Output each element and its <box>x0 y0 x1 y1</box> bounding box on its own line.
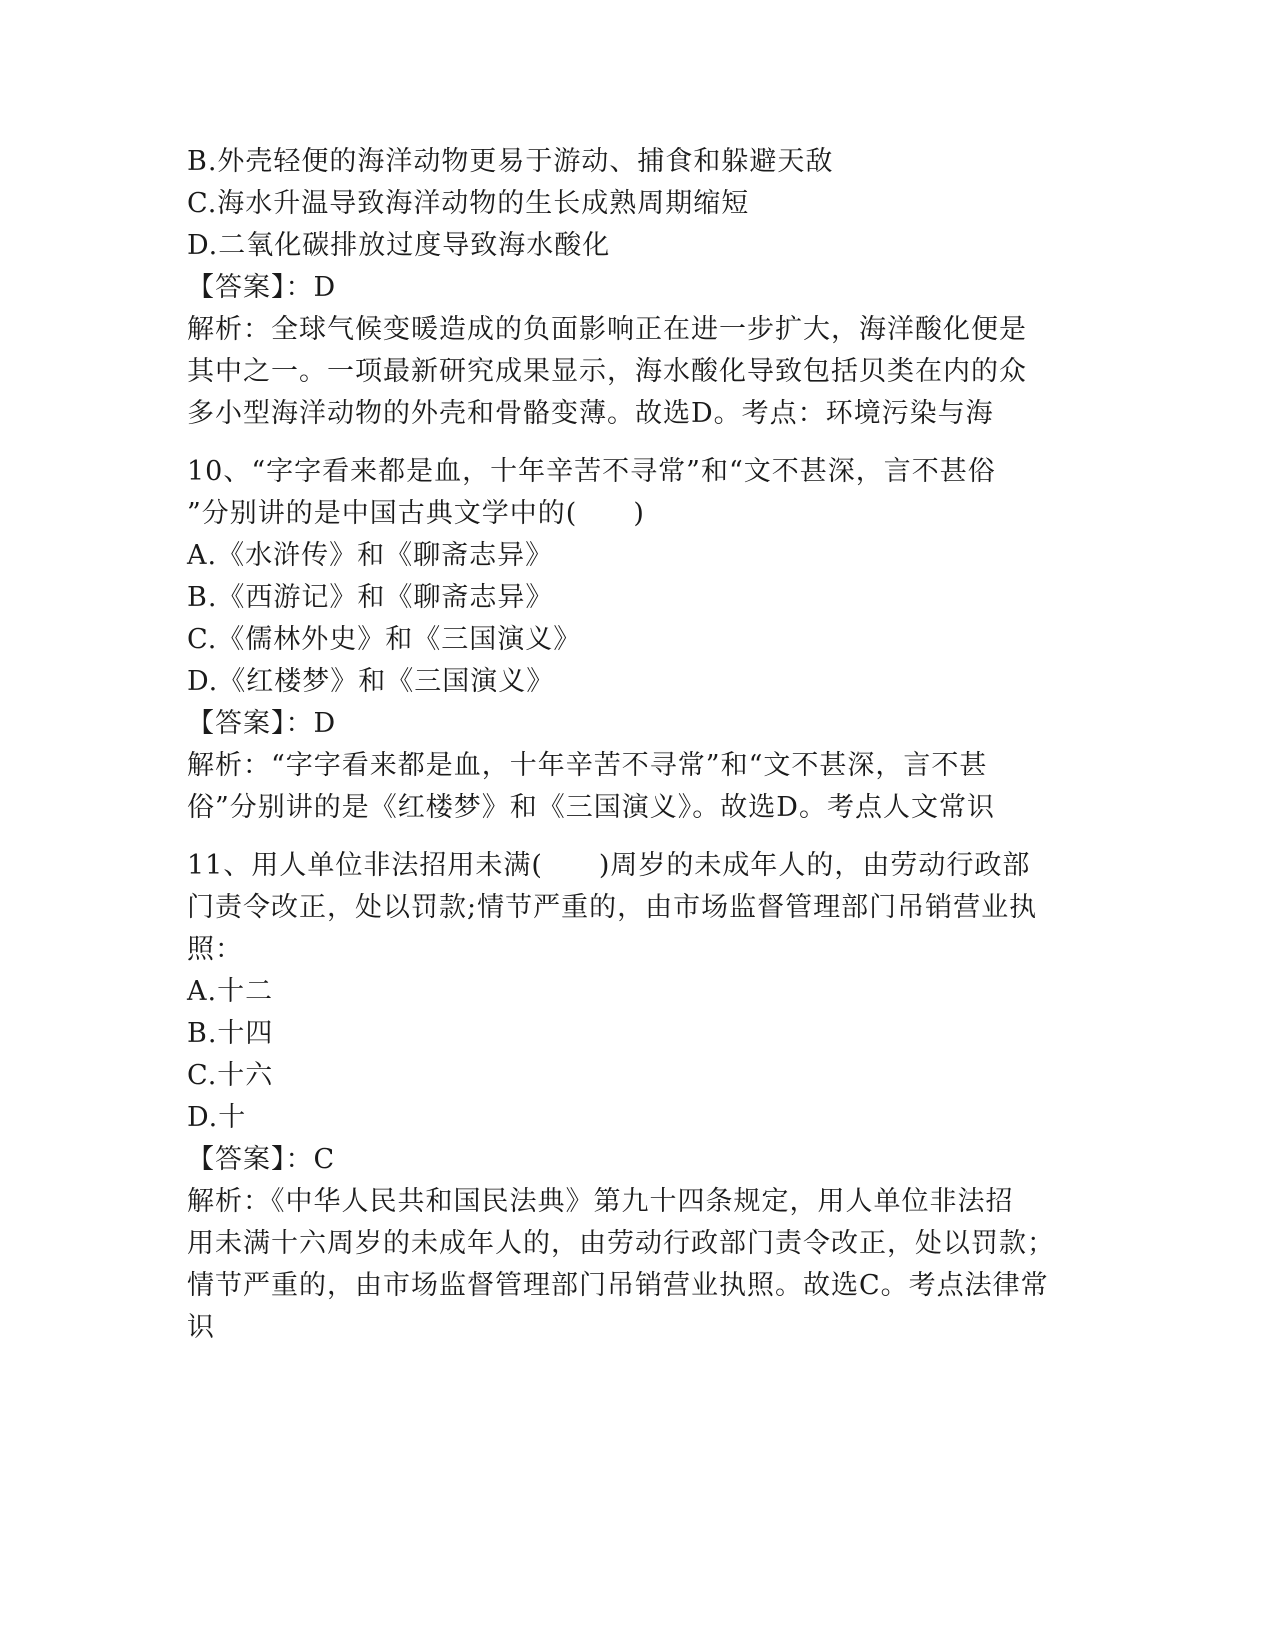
option-c-q10: C.《儒林外史》和《三国演义》 <box>187 624 582 655</box>
answer-q9: 【答案】：D <box>187 272 337 303</box>
option-b-q11: B.十四 <box>187 1018 274 1049</box>
question-10-line-2: ”分别讲的是中国古典文学中的( ) <box>187 498 645 529</box>
analysis-q9-line-1: 解析：全球气候变暖造成的负面影响正在进一步扩大，海洋酸化便是 <box>187 314 1027 345</box>
analysis-q11-line-2: 用未满十六周岁的未成年人的，由劳动行政部门责令改正，处以罚款； <box>187 1228 1055 1259</box>
option-b-q9: B.外壳轻便的海洋动物更易于游动、捕食和躲避天敌 <box>187 146 834 177</box>
option-d-q11: D.十 <box>187 1102 247 1133</box>
question-11-line-1: 11、用人单位非法招用未满( )周岁的未成年人的，由劳动行政部 <box>187 850 1031 881</box>
question-11-line-2: 门责令改正，处以罚款;情节严重的，由市场监督管理部门吊销营业执 <box>187 892 1038 923</box>
analysis-q11-line-1: 解析：《中华人民共和国民法典》第九十四条规定，用人单位非法招 <box>187 1186 1014 1217</box>
option-c-q9: C.海水升温导致海洋动物的生长成熟周期缩短 <box>187 188 750 219</box>
analysis-q10-line-2: 俗”分别讲的是《红楼梦》和《三国演义》。故选D。考点人文常识 <box>187 792 995 823</box>
answer-q10: 【答案】：D <box>187 708 337 739</box>
option-d-q10: D.《红楼梦》和《三国演义》 <box>187 666 555 697</box>
question-11-line-3: 照： <box>187 934 243 965</box>
analysis-q10-line-1: 解析：“字字看来都是血，十年辛苦不寻常”和“文不甚深，言不甚 <box>187 750 988 781</box>
analysis-q9-line-2: 其中之一。一项最新研究成果显示，海水酸化导致包括贝类在内的众 <box>187 356 1027 387</box>
analysis-q9-line-3: 多小型海洋动物的外壳和骨骼变薄。故选D。考点：环境污染与海 <box>187 398 994 429</box>
option-d-q9: D.二氧化碳排放过度导致海水酸化 <box>187 230 611 261</box>
option-b-q10: B.《西游记》和《聊斋志异》 <box>187 582 554 613</box>
option-a-q11: A.十二 <box>187 976 274 1007</box>
option-c-q11: C.十六 <box>187 1060 274 1091</box>
option-a-q10: A.《水浒传》和《聊斋志异》 <box>187 540 554 571</box>
question-10-line-1: 10、“字字看来都是血，十年辛苦不寻常”和“文不甚深，言不甚俗 <box>187 456 996 487</box>
answer-q11: 【答案】：C <box>187 1144 336 1175</box>
analysis-q11-line-4: 识 <box>187 1312 215 1343</box>
analysis-q11-line-3: 情节严重的，由市场监督管理部门吊销营业执照。故选C。考点法律常 <box>187 1270 1049 1301</box>
